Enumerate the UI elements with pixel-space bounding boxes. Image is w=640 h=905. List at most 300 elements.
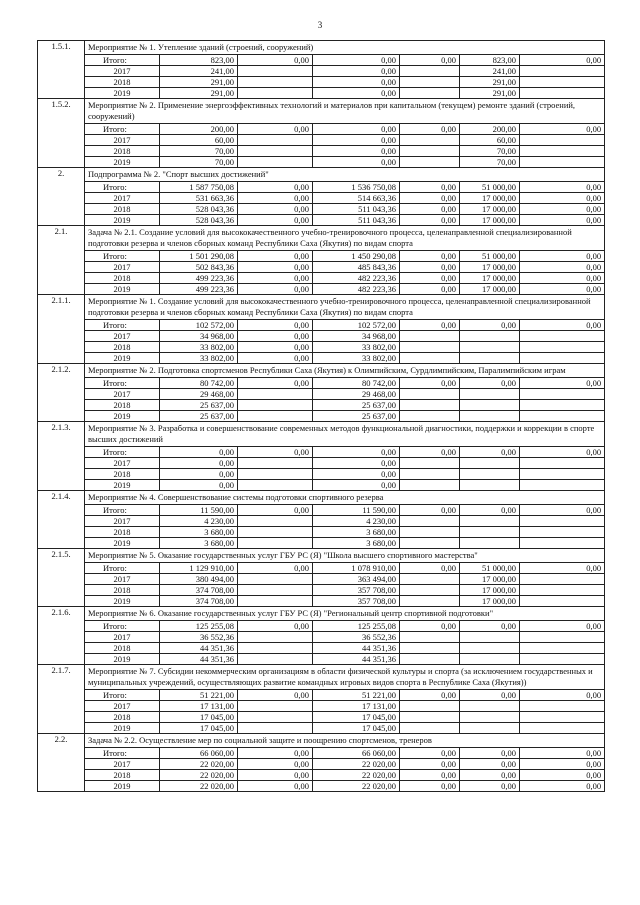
amount-cell xyxy=(460,701,520,712)
amount-cell: 3 680,00 xyxy=(313,538,400,549)
year-label: 2017 xyxy=(85,331,160,342)
year-row xyxy=(38,215,605,226)
amount-cell xyxy=(400,574,460,585)
amount-cell: 17 000,00 xyxy=(460,204,520,215)
section-code: 2.1.2. xyxy=(38,364,85,422)
amount-cell: 823,00 xyxy=(460,55,520,66)
amount-cell xyxy=(520,146,605,157)
amount-cell: 70,00 xyxy=(460,146,520,157)
section-code: 2.1.3. xyxy=(38,422,85,491)
amount-cell: 4 230,00 xyxy=(313,516,400,527)
amount-cell: 0,00 xyxy=(313,77,400,88)
amount-cell: 36 552,36 xyxy=(313,632,400,643)
total-label: Итого: xyxy=(85,55,160,66)
year-row xyxy=(38,701,605,712)
amount-cell: 17 131,00 xyxy=(160,701,238,712)
year-row xyxy=(38,723,605,734)
total-row xyxy=(38,55,605,66)
section-title-row xyxy=(38,226,605,251)
amount-cell xyxy=(400,480,460,491)
section-code: 2.1.7. xyxy=(38,665,85,734)
amount-cell xyxy=(238,146,313,157)
amount-cell xyxy=(238,88,313,99)
amount-cell: 25 637,00 xyxy=(313,411,400,422)
section-title-row xyxy=(38,99,605,124)
amount-cell: 0,00 xyxy=(460,770,520,781)
amount-cell: 531 663,36 xyxy=(160,193,238,204)
section-title: Мероприятие № 5. Оказание государственных услуг ГБУ РС (Я) "Школа высшего спортивного мастерства" xyxy=(85,549,605,563)
total-row xyxy=(38,378,605,389)
year-row xyxy=(38,331,605,342)
page-number: 3 xyxy=(317,20,323,30)
section-title-row xyxy=(38,549,605,563)
section-title-row xyxy=(38,607,605,621)
amount-cell: 3 680,00 xyxy=(160,527,238,538)
amount-cell xyxy=(460,469,520,480)
amount-cell xyxy=(460,400,520,411)
amount-cell: 11 590,00 xyxy=(160,505,238,516)
amount-cell xyxy=(520,469,605,480)
amount-cell: 17 000,00 xyxy=(460,215,520,226)
amount-cell: 528 043,36 xyxy=(160,215,238,226)
amount-cell: 70,00 xyxy=(160,157,238,168)
amount-cell xyxy=(238,516,313,527)
amount-cell: 0,00 xyxy=(520,251,605,262)
amount-cell: 80 742,00 xyxy=(313,378,400,389)
year-row xyxy=(38,527,605,538)
section-title: Мероприятие № 4. Совершенствование системы подготовки спортивного резерва xyxy=(85,491,605,505)
amount-cell xyxy=(400,135,460,146)
amount-cell: 0,00 xyxy=(238,193,313,204)
amount-cell: 51 000,00 xyxy=(460,563,520,574)
amount-cell: 1 501 290,08 xyxy=(160,251,238,262)
amount-cell xyxy=(460,516,520,527)
amount-cell xyxy=(238,538,313,549)
amount-cell: 17 045,00 xyxy=(313,712,400,723)
amount-cell: 22 020,00 xyxy=(313,770,400,781)
amount-cell xyxy=(520,135,605,146)
total-label: Итого: xyxy=(85,621,160,632)
amount-cell: 291,00 xyxy=(460,77,520,88)
year-row xyxy=(38,157,605,168)
amount-cell xyxy=(400,88,460,99)
amount-cell xyxy=(238,77,313,88)
amount-cell: 0,00 xyxy=(520,781,605,792)
year-label: 2018 xyxy=(85,204,160,215)
total-label: Итого: xyxy=(85,251,160,262)
amount-cell: 357 708,00 xyxy=(313,585,400,596)
amount-cell xyxy=(400,411,460,422)
amount-cell: 0,00 xyxy=(520,193,605,204)
year-label: 2018 xyxy=(85,712,160,723)
year-row xyxy=(38,193,605,204)
total-label: Итого: xyxy=(85,124,160,135)
amount-cell: 357 708,00 xyxy=(313,596,400,607)
amount-cell: 0,00 xyxy=(238,215,313,226)
year-row xyxy=(38,389,605,400)
amount-cell xyxy=(520,77,605,88)
year-label: 2019 xyxy=(85,215,160,226)
amount-cell xyxy=(400,469,460,480)
amount-cell xyxy=(238,157,313,168)
section-title: Мероприятие № 2. Применение энергоэффективных технологий и материалов при капитальном (текущем) ремонте зданий (строений, сооружений) xyxy=(85,99,605,124)
amount-cell: 0,00 xyxy=(238,320,313,331)
amount-cell xyxy=(460,342,520,353)
section-code: 1.5.2. xyxy=(38,99,85,168)
amount-cell: 0,00 xyxy=(400,215,460,226)
year-row xyxy=(38,135,605,146)
amount-cell: 0,00 xyxy=(400,447,460,458)
amount-cell xyxy=(238,574,313,585)
amount-cell: 17 045,00 xyxy=(313,723,400,734)
amount-cell xyxy=(238,596,313,607)
year-row xyxy=(38,632,605,643)
section-title: Мероприятие № 7. Субсидии некоммерческим организациям в области физической культуры и спорта (за исключением государственных и муниципальных учреждений, осуществляющих развитие командных игровых видов спорта в Республике Саха (Якутия)) xyxy=(85,665,605,690)
year-row xyxy=(38,759,605,770)
amount-cell: 70,00 xyxy=(460,157,520,168)
year-row xyxy=(38,574,605,585)
amount-cell xyxy=(520,632,605,643)
amount-cell: 0,00 xyxy=(520,55,605,66)
amount-cell: 60,00 xyxy=(460,135,520,146)
total-label: Итого: xyxy=(85,320,160,331)
amount-cell: 0,00 xyxy=(520,690,605,701)
total-label: Итого: xyxy=(85,447,160,458)
section-title-row xyxy=(38,41,605,55)
amount-cell: 17 000,00 xyxy=(460,284,520,295)
amount-cell: 33 802,00 xyxy=(313,342,400,353)
amount-cell xyxy=(520,400,605,411)
amount-cell xyxy=(460,723,520,734)
amount-cell: 44 351,36 xyxy=(313,654,400,665)
amount-cell: 0,00 xyxy=(520,284,605,295)
year-label: 2017 xyxy=(85,66,160,77)
amount-cell xyxy=(460,389,520,400)
section-code: 2.1.5. xyxy=(38,549,85,607)
amount-cell: 0,00 xyxy=(238,563,313,574)
amount-cell: 0,00 xyxy=(313,480,400,491)
total-row xyxy=(38,182,605,193)
section-title: Задача № 2.2. Осуществление мер по социальной защите и поощрению спортсменов, тренеров xyxy=(85,734,605,748)
amount-cell: 241,00 xyxy=(160,66,238,77)
amount-cell xyxy=(238,643,313,654)
amount-cell: 0,00 xyxy=(460,378,520,389)
amount-cell: 1 587 750,08 xyxy=(160,182,238,193)
amount-cell xyxy=(400,654,460,665)
amount-cell: 0,00 xyxy=(313,469,400,480)
amount-cell: 0,00 xyxy=(160,469,238,480)
amount-cell: 17 131,00 xyxy=(313,701,400,712)
section-title: Мероприятие № 6. Оказание государственных услуг ГБУ РС (Я) "Региональный центр спортивной подготовки" xyxy=(85,607,605,621)
total-row xyxy=(38,447,605,458)
year-label: 2017 xyxy=(85,389,160,400)
amount-cell: 0,00 xyxy=(400,55,460,66)
amount-cell xyxy=(400,596,460,607)
amount-cell: 499 223,36 xyxy=(160,273,238,284)
year-row xyxy=(38,770,605,781)
amount-cell: 70,00 xyxy=(160,146,238,157)
amount-cell: 0,00 xyxy=(313,447,400,458)
year-row xyxy=(38,262,605,273)
amount-cell: 511 043,36 xyxy=(313,204,400,215)
amount-cell xyxy=(238,135,313,146)
year-row xyxy=(38,643,605,654)
amount-cell: 44 351,36 xyxy=(160,643,238,654)
amount-cell: 0,00 xyxy=(238,505,313,516)
amount-cell: 1 078 910,00 xyxy=(313,563,400,574)
amount-cell: 0,00 xyxy=(238,781,313,792)
amount-cell: 51 000,00 xyxy=(460,251,520,262)
amount-cell: 0,00 xyxy=(460,320,520,331)
total-row xyxy=(38,320,605,331)
amount-cell xyxy=(400,389,460,400)
year-label: 2017 xyxy=(85,701,160,712)
year-label: 2017 xyxy=(85,759,160,770)
amount-cell: 0,00 xyxy=(238,204,313,215)
amount-cell xyxy=(238,701,313,712)
amount-cell: 25 637,00 xyxy=(313,400,400,411)
amount-cell xyxy=(238,723,313,734)
amount-cell: 0,00 xyxy=(400,182,460,193)
amount-cell: 0,00 xyxy=(238,284,313,295)
amount-cell: 0,00 xyxy=(520,273,605,284)
amount-cell: 11 590,00 xyxy=(313,505,400,516)
amount-cell: 0,00 xyxy=(238,273,313,284)
year-row xyxy=(38,342,605,353)
amount-cell xyxy=(520,538,605,549)
amount-cell: 22 020,00 xyxy=(313,781,400,792)
year-row xyxy=(38,712,605,723)
amount-cell: 0,00 xyxy=(313,135,400,146)
section-title: Задача № 2.1. Создание условий для высококачественного учебно-тренировочного процесса, целенаправленной специализированной подготовки резерва и членов сборных команд Республики Саха (Якутия) по видам спорта xyxy=(85,226,605,251)
year-label: 2017 xyxy=(85,574,160,585)
amount-cell: 0,00 xyxy=(520,124,605,135)
amount-cell xyxy=(460,353,520,364)
amount-cell: 291,00 xyxy=(460,88,520,99)
year-row xyxy=(38,585,605,596)
year-label: 2018 xyxy=(85,469,160,480)
amount-cell xyxy=(238,585,313,596)
total-row xyxy=(38,124,605,135)
amount-cell: 0,00 xyxy=(160,458,238,469)
total-label: Итого: xyxy=(85,505,160,516)
amount-cell: 0,00 xyxy=(400,770,460,781)
section-code: 1.5.1. xyxy=(38,41,85,99)
amount-cell: 0,00 xyxy=(160,480,238,491)
amount-cell xyxy=(520,342,605,353)
amount-cell: 51 221,00 xyxy=(313,690,400,701)
amount-cell: 0,00 xyxy=(520,262,605,273)
amount-cell: 0,00 xyxy=(520,215,605,226)
amount-cell xyxy=(400,157,460,168)
amount-cell xyxy=(400,458,460,469)
amount-cell: 0,00 xyxy=(520,759,605,770)
amount-cell xyxy=(520,701,605,712)
amount-cell: 0,00 xyxy=(400,251,460,262)
section-code: 2. xyxy=(38,168,85,226)
amount-cell: 0,00 xyxy=(238,447,313,458)
amount-cell: 36 552,36 xyxy=(160,632,238,643)
amount-cell: 0,00 xyxy=(400,505,460,516)
amount-cell: 0,00 xyxy=(238,331,313,342)
amount-cell xyxy=(238,458,313,469)
year-label: 2018 xyxy=(85,146,160,157)
amount-cell: 0,00 xyxy=(313,66,400,77)
total-row xyxy=(38,505,605,516)
amount-cell: 0,00 xyxy=(460,621,520,632)
section-title: Мероприятие № 1. Создание условий для высококачественного учебно-тренировочного процесса, целенаправленной специализированной подготовки резерва и членов сборных команд Республики Саха (Якутия) по видам спорта xyxy=(85,295,605,320)
amount-cell: 3 680,00 xyxy=(160,538,238,549)
section-title: Мероприятие № 3. Разработка и совершенствование современных методов функциональной диагностики, поддержки и коррекции в спорте высших достижений xyxy=(85,422,605,447)
amount-cell: 374 708,00 xyxy=(160,596,238,607)
amount-cell xyxy=(400,331,460,342)
amount-cell: 0,00 xyxy=(313,146,400,157)
amount-cell xyxy=(460,480,520,491)
amount-cell: 0,00 xyxy=(238,621,313,632)
year-row xyxy=(38,538,605,549)
year-row xyxy=(38,400,605,411)
section-title-row xyxy=(38,491,605,505)
section-code: 2.1.1. xyxy=(38,295,85,364)
year-label: 2019 xyxy=(85,596,160,607)
year-label: 2017 xyxy=(85,262,160,273)
amount-cell xyxy=(460,643,520,654)
total-label: Итого: xyxy=(85,748,160,759)
amount-cell xyxy=(238,411,313,422)
amount-cell: 102 572,00 xyxy=(160,320,238,331)
amount-cell: 0,00 xyxy=(400,204,460,215)
amount-cell: 34 968,00 xyxy=(160,331,238,342)
amount-cell xyxy=(460,538,520,549)
year-label: 2017 xyxy=(85,458,160,469)
section-code: 2.2. xyxy=(38,734,85,792)
amount-cell: 0,00 xyxy=(520,320,605,331)
year-label: 2019 xyxy=(85,411,160,422)
section-title-row xyxy=(38,364,605,378)
amount-cell: 102 572,00 xyxy=(313,320,400,331)
amount-cell: 0,00 xyxy=(313,124,400,135)
amount-cell: 0,00 xyxy=(400,781,460,792)
amount-cell xyxy=(400,342,460,353)
amount-cell: 0,00 xyxy=(313,88,400,99)
amount-cell: 485 843,36 xyxy=(313,262,400,273)
amount-cell: 0,00 xyxy=(400,124,460,135)
amount-cell: 33 802,00 xyxy=(160,353,238,364)
amount-cell xyxy=(238,654,313,665)
amount-cell: 0,00 xyxy=(238,262,313,273)
amount-cell xyxy=(520,353,605,364)
year-row xyxy=(38,284,605,295)
section-title: Мероприятие № 2. Подготовка спортсменов Республики Саха (Якутия) к Олимпийским, Сурдлимпийским, Паралимпийским играм xyxy=(85,364,605,378)
section-code: 2.1.4. xyxy=(38,491,85,549)
amount-cell: 22 020,00 xyxy=(160,781,238,792)
year-label: 2018 xyxy=(85,273,160,284)
amount-cell: 0,00 xyxy=(238,759,313,770)
amount-cell: 0,00 xyxy=(400,378,460,389)
amount-cell: 0,00 xyxy=(400,563,460,574)
year-row xyxy=(38,596,605,607)
total-row xyxy=(38,690,605,701)
amount-cell: 125 255,08 xyxy=(313,621,400,632)
amount-cell: 0,00 xyxy=(400,273,460,284)
year-label: 2018 xyxy=(85,770,160,781)
amount-cell: 66 060,00 xyxy=(160,748,238,759)
amount-cell xyxy=(238,400,313,411)
amount-cell: 22 020,00 xyxy=(160,759,238,770)
amount-cell: 0,00 xyxy=(520,748,605,759)
amount-cell: 0,00 xyxy=(460,781,520,792)
amount-cell xyxy=(238,712,313,723)
amount-cell: 0,00 xyxy=(400,284,460,295)
amount-cell xyxy=(460,411,520,422)
total-label: Итого: xyxy=(85,378,160,389)
amount-cell xyxy=(400,643,460,654)
amount-cell: 363 494,00 xyxy=(313,574,400,585)
year-label: 2019 xyxy=(85,654,160,665)
year-row xyxy=(38,480,605,491)
amount-cell: 499 223,36 xyxy=(160,284,238,295)
amount-cell: 0,00 xyxy=(400,621,460,632)
budget-table xyxy=(37,40,605,792)
year-label: 2019 xyxy=(85,284,160,295)
year-label: 2017 xyxy=(85,135,160,146)
year-row xyxy=(38,273,605,284)
amount-cell xyxy=(400,712,460,723)
year-row xyxy=(38,781,605,792)
amount-cell xyxy=(400,516,460,527)
amount-cell xyxy=(238,389,313,400)
amount-cell: 4 230,00 xyxy=(160,516,238,527)
amount-cell xyxy=(520,480,605,491)
amount-cell: 200,00 xyxy=(160,124,238,135)
total-row xyxy=(38,748,605,759)
amount-cell: 482 223,36 xyxy=(313,284,400,295)
amount-cell: 0,00 xyxy=(238,690,313,701)
amount-cell: 0,00 xyxy=(520,378,605,389)
year-label: 2017 xyxy=(85,193,160,204)
amount-cell: 66 060,00 xyxy=(313,748,400,759)
total-label: Итого: xyxy=(85,563,160,574)
section-title-row xyxy=(38,168,605,182)
year-row xyxy=(38,458,605,469)
amount-cell: 1 129 910,00 xyxy=(160,563,238,574)
total-row xyxy=(38,251,605,262)
amount-cell: 17 000,00 xyxy=(460,193,520,204)
amount-cell: 17 000,00 xyxy=(460,596,520,607)
amount-cell: 34 968,00 xyxy=(313,331,400,342)
amount-cell: 0,00 xyxy=(460,748,520,759)
year-label: 2017 xyxy=(85,632,160,643)
amount-cell: 17 000,00 xyxy=(460,585,520,596)
amount-cell: 25 637,00 xyxy=(160,400,238,411)
year-label: 2018 xyxy=(85,527,160,538)
section-code: 2.1. xyxy=(38,226,85,295)
amount-cell: 1 450 290,08 xyxy=(313,251,400,262)
amount-cell xyxy=(520,654,605,665)
amount-cell: 0,00 xyxy=(238,182,313,193)
year-row xyxy=(38,88,605,99)
amount-cell: 823,00 xyxy=(160,55,238,66)
year-label: 2019 xyxy=(85,781,160,792)
amount-cell xyxy=(520,66,605,77)
amount-cell: 514 663,36 xyxy=(313,193,400,204)
year-label: 2018 xyxy=(85,342,160,353)
year-label: 2018 xyxy=(85,585,160,596)
amount-cell xyxy=(520,516,605,527)
amount-cell xyxy=(520,723,605,734)
amount-cell: 374 708,00 xyxy=(160,585,238,596)
total-label: Итого: xyxy=(85,690,160,701)
